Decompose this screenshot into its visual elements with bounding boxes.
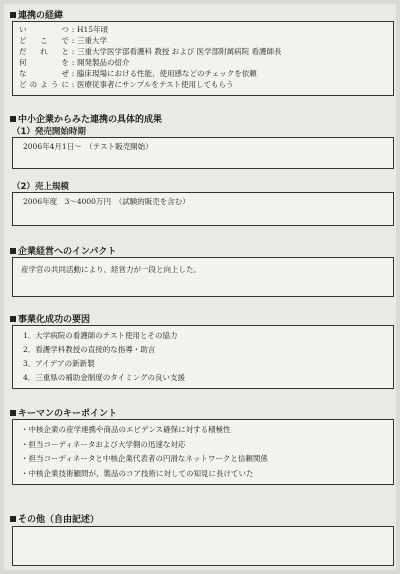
impact-text: 産学官の共同活動により、経営力が一段と向上した。 xyxy=(21,265,201,274)
list-item: ・中核企業の産学連携や商品のエビデンス確保に対する積極性 xyxy=(21,425,231,434)
overview-row: だれと : 三重大学医学部看護科 教授 および 医学部附属病院 看護師長 xyxy=(19,47,282,56)
sales-start-box xyxy=(12,137,394,169)
overview-row: どのように : 医療従事者にサンプルをテスト使用してもらう xyxy=(19,80,234,89)
list-item: 2．看護学科教授の直接的な指導・助言 xyxy=(23,345,156,354)
square-bullet-icon xyxy=(10,12,16,18)
section-title-results: 中小企業からみた連携の具体的成果 xyxy=(10,112,162,125)
subsection-title-sales-scale: （2）売上規模 xyxy=(12,182,69,192)
other-box xyxy=(12,526,394,566)
overview-row: なぜ : 臨床現場における性能、使用感などのチェックを依頼 xyxy=(19,69,257,78)
list-item: 1．大学病院の看護師のテスト使用とその協力 xyxy=(23,331,178,340)
overview-box xyxy=(12,21,394,96)
sales-scale-box xyxy=(12,192,394,226)
subsection-title-sales-start: （1）発売開始時期 xyxy=(12,127,86,137)
overview-row: 何を : 開発製品の紹介 xyxy=(19,58,130,67)
impact-box xyxy=(12,257,394,297)
list-item: 3．アイデアの新新製 xyxy=(23,359,95,368)
section-title-factors: 事業化成功の要因 xyxy=(10,312,90,325)
list-item: ・担当コーディネータと中核企業代表者の円滑なネットワークと信頼関係 xyxy=(21,454,268,463)
square-bullet-icon xyxy=(10,410,16,416)
document-page xyxy=(4,4,396,570)
factors-box xyxy=(12,325,394,389)
list-item: 4．三重県の補助金制度のタイミングの良い支援 xyxy=(23,373,185,382)
list-item: ・中核企業技術顧問が、製品のコア技術に対しての知見に長けていた xyxy=(21,468,254,478)
square-bullet-icon xyxy=(10,248,16,254)
square-bullet-icon xyxy=(10,516,16,522)
keyperson-box xyxy=(12,419,394,485)
overview-row: どこで : 三重大学 xyxy=(19,36,107,45)
section-title-overview: 連携の経緯 xyxy=(10,8,63,21)
square-bullet-icon xyxy=(10,116,16,122)
square-bullet-icon xyxy=(10,316,16,322)
section-title-keyperson: キーマンのキーポイント xyxy=(10,406,117,419)
section-title-other: その他（自由記述） xyxy=(10,512,99,525)
overview-row: いつ : H15年頃 xyxy=(19,25,109,34)
sales-scale-text: 2006年度 3〜4000万円 （試験的販売を含む） xyxy=(23,197,190,206)
sales-start-text: 2006年4月1日〜 （テスト販売開始） xyxy=(23,142,153,151)
list-item: ・担当コーディネータおよび大学側の迅速な対応 xyxy=(21,439,186,449)
section-title-impact: 企業経営へのインパクト xyxy=(10,244,116,257)
